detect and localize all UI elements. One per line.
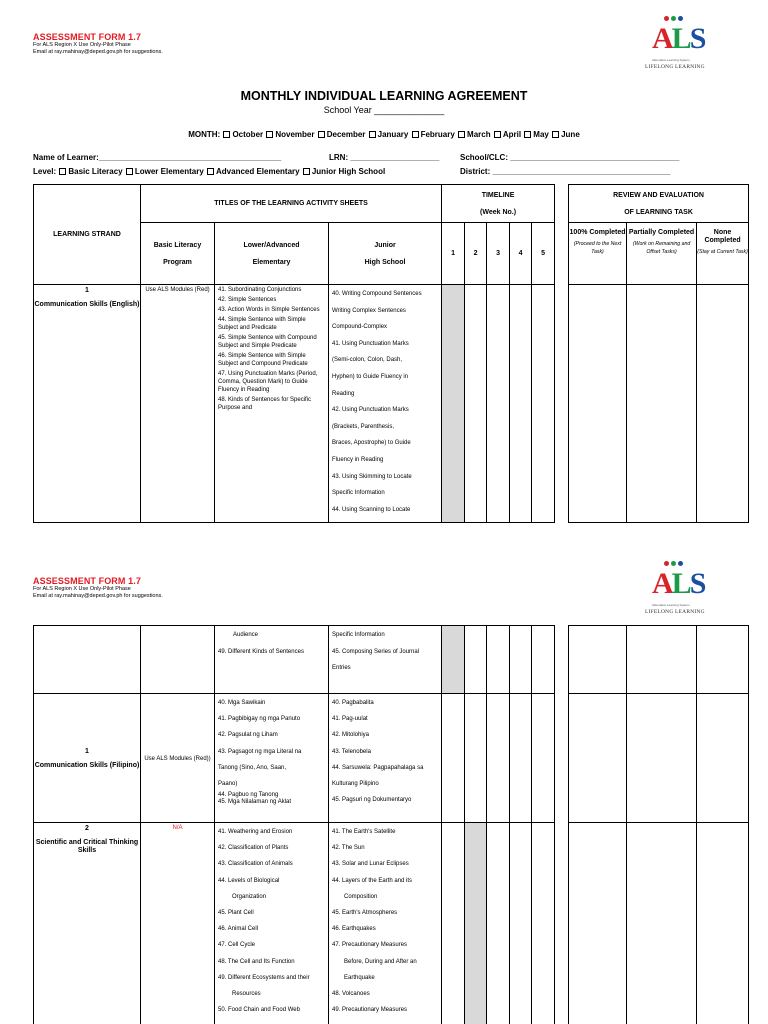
- week-4-cell[interactable]: [510, 626, 532, 694]
- week-5-cell[interactable]: [532, 626, 555, 694]
- list-item: Fluency in Reading: [332, 456, 384, 463]
- list-item: 42. Pagsulat ng Liham: [218, 732, 278, 739]
- strand-science: 2 Scientific and Critical Thinking Skills: [34, 823, 141, 1024]
- als-logo: ALS Alternative Learning System LIFELONG LEARNING: [640, 559, 710, 617]
- list-item: 40. Pagbabalita: [332, 700, 374, 706]
- week-5-cell[interactable]: [532, 694, 555, 823]
- logo-subtext: Alternative Learning System: [652, 58, 690, 62]
- list-item: 41. Weathering and Erosion: [218, 829, 293, 835]
- list-item: 48. Kinds of Sentences for Specific Purpose and: [218, 397, 312, 411]
- form-title: ASSESSMENT FORM 1.7: [33, 576, 141, 586]
- week-2-cell[interactable]: [465, 285, 487, 523]
- list-item: Specific Information: [332, 490, 385, 497]
- month-checkbox-january[interactable]: [369, 131, 376, 138]
- none-completed-cell[interactable]: [697, 626, 749, 694]
- week-3-header: 3: [487, 223, 510, 285]
- level-checkbox-junior-high[interactable]: [303, 168, 310, 175]
- month-checkbox-april[interactable]: [494, 131, 501, 138]
- list-item: 41. Pagbibigay ng mga Panuto: [218, 716, 301, 723]
- list-item: 46. Animal Cell: [218, 926, 259, 933]
- list-item: Composition: [344, 893, 378, 900]
- table-row-english: [34, 285, 749, 523]
- list-item: Braces, Apostrophe) to Guide: [332, 440, 411, 447]
- week-5-header: 5: [532, 223, 555, 285]
- week-1-cell[interactable]: [442, 694, 465, 823]
- basic-literacy-cell: N/A: [141, 823, 215, 1024]
- form-subtitle: For ALS Region X Use Only-Pilot Phase: [33, 586, 131, 592]
- list-item: 49. Different Ecosystems and their: [218, 974, 310, 981]
- list-item: Before, During and After an: [344, 958, 417, 965]
- list-item: 46. Simple Sentence with Simple Subject and Compound Predicate: [218, 353, 308, 367]
- elementary-list: [215, 823, 329, 1024]
- list-item: 42. Using Punctuation Marks: [332, 407, 409, 414]
- learning-strand-header: LEARNING STRAND: [34, 185, 141, 285]
- form-header: [33, 32, 163, 55]
- week-1-cell[interactable]: [442, 823, 465, 1024]
- week-4-cell[interactable]: [510, 694, 532, 823]
- list-item: 47. Precautionary Measures: [332, 942, 408, 949]
- page-title: MONTHLY INDIVIDUAL LEARNING AGREEMENT: [240, 89, 528, 103]
- junior-high-list: [329, 694, 442, 823]
- partially-completed-cell[interactable]: [627, 823, 697, 1024]
- basic-literacy-header: Basic Literacy Program: [141, 223, 215, 285]
- list-item: (Semi-colon, Colon, Dash,: [332, 357, 403, 364]
- list-item: 43. Solar and Lunar Eclipses: [332, 861, 409, 868]
- month-checkbox-june[interactable]: [552, 131, 559, 138]
- list-item: 43. Pagsagot ng mga Literal na: [218, 748, 302, 755]
- list-item: 48. Volcanoes: [332, 991, 370, 998]
- level-selector: Level: Basic Literacy Lower Elementary Advanced Elementary Junior High School: [33, 167, 386, 176]
- week-3-cell[interactable]: [487, 694, 510, 823]
- month-checkbox-november[interactable]: [266, 131, 273, 138]
- week-5-cell[interactable]: [532, 285, 555, 523]
- list-item: 44. Levels of Biological: [218, 877, 280, 884]
- none-completed-cell[interactable]: [697, 694, 749, 823]
- list-item: 41. Using Punctuation Marks: [332, 340, 409, 347]
- junior-high-header: Junior High School: [329, 223, 442, 285]
- week-1-cell[interactable]: [442, 626, 465, 694]
- week-2-header: 2: [465, 223, 487, 285]
- basic-literacy-cell: Use ALS Modules (Red): [141, 285, 215, 523]
- week-4-cell[interactable]: [510, 285, 532, 523]
- partially-completed-header: Partially Completed (Work on Remaining and Offset Tasks): [627, 223, 697, 285]
- list-item: (Brackets, Parenthesis,: [332, 423, 395, 430]
- week-1-cell[interactable]: [442, 285, 465, 523]
- list-item: 44. Sarsuwela: Pagpapahalaga sa: [332, 764, 424, 771]
- list-item: 42. Simple Sentences: [218, 297, 277, 303]
- week-3-cell[interactable]: [487, 626, 510, 694]
- logo-tagline: LIFELONG LEARNING: [645, 609, 705, 615]
- strand-english: 1 Communication Skills (English): [34, 285, 141, 523]
- list-item: 46. Earthquakes: [332, 926, 376, 933]
- list-item: Hyphen) to Guide Fluency in: [332, 373, 409, 380]
- learning-agreement-table-cont: [33, 625, 749, 1024]
- titles-header: TITLES OF THE LEARNING ACTIVITY SHEETS: [141, 185, 442, 223]
- form-email-note: Email at ray.mahinay@deped.gov.ph for suggestions.: [33, 592, 163, 599]
- completed-100-cell[interactable]: [569, 626, 627, 694]
- list-item: 43. Telenobela: [332, 748, 371, 755]
- school-year-field: School Year ______________: [323, 105, 445, 115]
- month-checkbox-may[interactable]: [524, 131, 531, 138]
- table-row-science: [34, 823, 749, 1024]
- list-item: Specific Information: [332, 632, 385, 638]
- list-item: 49. Different Kinds of Sentences: [218, 648, 304, 655]
- junior-high-list: [329, 626, 442, 694]
- level-checkbox-basic-literacy[interactable]: [59, 168, 66, 175]
- logo-tagline: LIFELONG LEARNING: [645, 64, 705, 70]
- week-2-cell[interactable]: [465, 626, 487, 694]
- list-item: 40. Mga Sawikain: [218, 700, 266, 706]
- list-item: 47. Using Punctuation Marks (Period, Comma, Question Mark) to Guide Fluency in Reading: [218, 371, 318, 393]
- none-completed-header: None Completed (Stay at Current Task): [697, 223, 749, 285]
- als-logo: ALS Alternative Learning System LIFELONG LEARNING: [640, 14, 710, 72]
- review-header: REVIEW AND EVALUATION OF LEARNING TASK: [569, 185, 749, 223]
- list-item: Kulturang Pilipino: [332, 781, 379, 788]
- list-item: Tanong (Sino, Ano, Saan,: [218, 764, 287, 771]
- junior-high-list: [329, 285, 442, 523]
- month-checkbox-march[interactable]: [458, 131, 465, 138]
- list-item: 45. Earth's Atmospheres: [332, 910, 398, 917]
- list-item: 42. Classification of Plants: [218, 845, 289, 852]
- level-checkbox-lower-elementary[interactable]: [126, 168, 133, 175]
- table-row-filipino: [34, 694, 749, 823]
- completed-100-cell[interactable]: [569, 823, 627, 1024]
- list-item: 45. Composing Series of Journal: [332, 648, 420, 655]
- month-label: MONTH:: [188, 130, 221, 139]
- month-checkbox-february[interactable]: [412, 131, 419, 138]
- partially-completed-cell[interactable]: [627, 285, 697, 523]
- form-header: [33, 576, 163, 599]
- basic-literacy-cell: Use ALS Modules (Red)): [141, 694, 215, 823]
- timeline-header: TIMELINE (Week No.): [442, 185, 555, 223]
- week-1-header: 1: [442, 223, 465, 285]
- week-3-cell[interactable]: [487, 285, 510, 523]
- list-item: 43. Action Words in Simple Sentences: [218, 307, 320, 313]
- list-item: 44. Simple Sentence with Simple Subject and Predicate: [218, 317, 306, 331]
- list-item: 43. Using Skimming to Locate: [332, 473, 412, 480]
- elementary-list: [215, 285, 329, 523]
- logo-subtext: Alternative Learning System: [652, 603, 690, 607]
- month-checkbox-october[interactable]: [223, 131, 230, 138]
- completed-100-header: 100% Completed (Proceed to the Next Task): [569, 223, 627, 285]
- list-item: 45. Plant Cell: [218, 910, 254, 917]
- learning-agreement-table: [33, 184, 749, 523]
- partially-completed-cell[interactable]: [627, 626, 697, 694]
- list-item: 43. Classification of Animals: [218, 861, 293, 868]
- junior-high-list: [329, 823, 442, 1024]
- list-item: 48. The Cell and Its Function: [218, 958, 295, 965]
- list-item: 45. Pagsuri ng Dokumentaryo: [332, 797, 412, 804]
- week-4-header: 4: [510, 223, 532, 285]
- partially-completed-cell[interactable]: [627, 694, 697, 823]
- elementary-list: [215, 626, 329, 694]
- list-item: Earthquake: [344, 974, 375, 981]
- week-5-cell[interactable]: [532, 823, 555, 1024]
- page-2: [0, 545, 768, 1024]
- list-item: Paano): [218, 781, 238, 788]
- form-email-note: Email at ray.mahinay@deped.gov.ph for suggestions.: [33, 48, 163, 55]
- list-item: 50. Food Chain and Food Web: [218, 1007, 300, 1014]
- week-2-cell[interactable]: [465, 694, 487, 823]
- lrn-field[interactable]: LRN: ____________________: [329, 153, 440, 162]
- completed-100-cell[interactable]: [569, 694, 627, 823]
- list-item: 45. Simple Sentence with Compound Subject and Simple Predicate: [218, 335, 317, 349]
- list-item: Audience: [233, 632, 259, 638]
- district-field[interactable]: District: ________________________________________: [460, 167, 671, 176]
- list-item: Reading: [332, 390, 355, 397]
- elementary-list: [215, 694, 329, 823]
- month-selector: MONTH: October November December January February March April May June: [188, 130, 580, 139]
- level-checkbox-advanced-elementary[interactable]: [207, 168, 214, 175]
- list-item: Organization: [232, 893, 267, 900]
- list-item: 45. Mga Nilalaman ng Aklat: [218, 799, 292, 806]
- week-2-cell[interactable]: [465, 823, 487, 1024]
- lower-advanced-header: Lower/Advanced Elementary: [215, 223, 329, 285]
- list-item: 44. Layers of the Earth and its: [332, 877, 413, 884]
- none-completed-cell[interactable]: [697, 823, 749, 1024]
- learner-name-field[interactable]: Name of Learner:_________________________________________: [33, 153, 282, 162]
- table-row-english-cont: [34, 626, 749, 694]
- list-item: 41. The Earth's Satellite: [332, 829, 396, 835]
- list-item: Compound-Complex: [332, 324, 388, 331]
- list-item: 44. Using Scanning to Locate: [332, 506, 411, 513]
- list-item: 40. Writing Compound Sentences: [332, 291, 422, 297]
- form-title: ASSESSMENT FORM 1.7: [33, 32, 141, 42]
- week-4-cell[interactable]: [510, 823, 532, 1024]
- completed-100-cell[interactable]: [569, 285, 627, 523]
- month-checkbox-december[interactable]: [318, 131, 325, 138]
- list-item: Writing Complex Sentences: [332, 307, 406, 314]
- week-3-cell[interactable]: [487, 823, 510, 1024]
- list-item: 42. The Sun: [332, 845, 365, 852]
- none-completed-cell[interactable]: [697, 285, 749, 523]
- strand-filipino: 1 Communication Skills (Filipino): [34, 694, 141, 823]
- list-item: 44. Pagbuo ng Tanong: [218, 792, 279, 799]
- list-item: 49. Precautionary Measures: [332, 1007, 408, 1014]
- list-item: Resources: [232, 991, 261, 998]
- list-item: 41. Pag-uulat: [332, 716, 368, 723]
- list-item: 42. Mitolohiya: [332, 732, 370, 739]
- form-subtitle: For ALS Region X Use Only-Pilot Phase: [33, 42, 131, 48]
- list-item: 47. Cell Cycle: [218, 942, 256, 949]
- school-clc-field[interactable]: School/CLC: ______________________________________: [460, 153, 680, 162]
- list-item: Entries: [332, 665, 351, 672]
- list-item: 41. Subordinating Conjunctions: [218, 287, 302, 293]
